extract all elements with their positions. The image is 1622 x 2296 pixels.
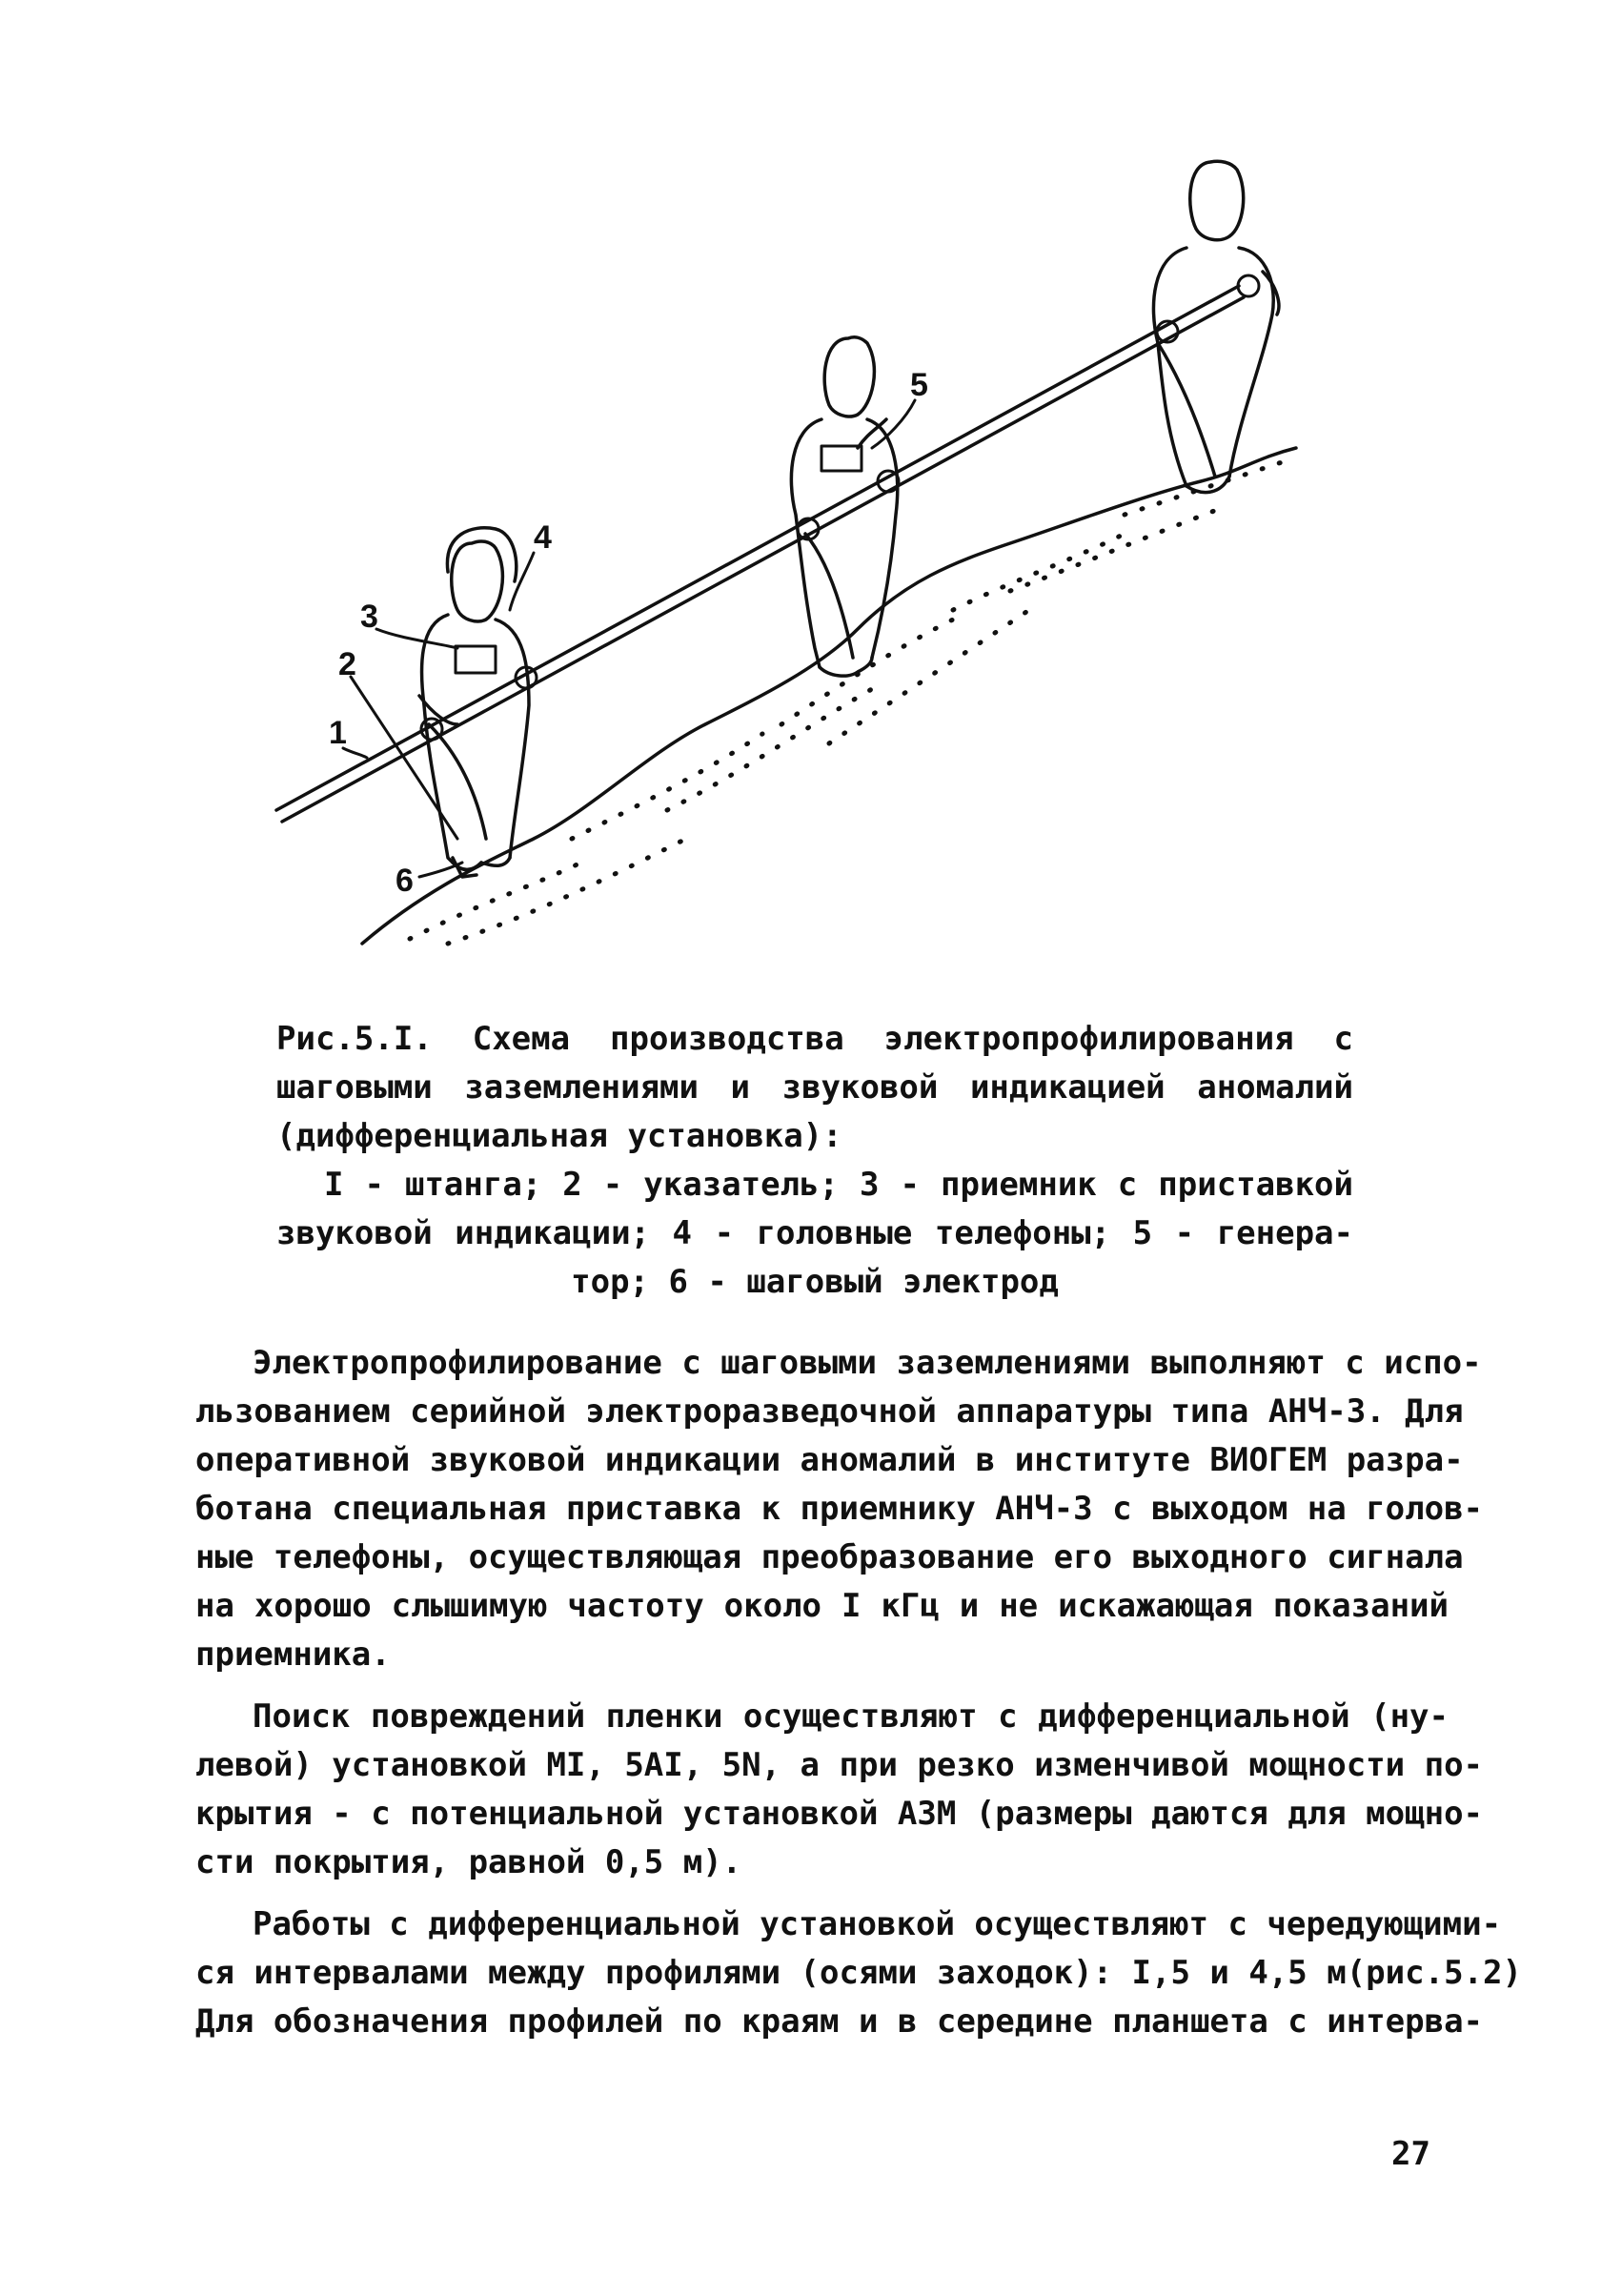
text-line: ся интервалами между профилями (осями заходок): I,5 и 4,5 м(рис.5.2) [195,1954,1522,1992]
figure-label-2: 2 [338,646,356,682]
page-number: 27 [1391,2135,1430,2173]
figure-label-6: 6 [395,863,414,899]
operator-figure-3 [1153,161,1278,492]
text-line: Для обозначения профилей по краям и в середине планшета с интерва- [195,2002,1484,2041]
paragraph [195,1693,1484,1887]
text-line: Работы с дифференциальной установкой осуществляют с чередующими- [253,1905,1502,1943]
figure-label-4: 4 [534,519,552,556]
caption-line: звуковой индикации; 4 - головные телефоны; 5 - генера- [276,1214,1353,1252]
figure-label-5: 5 [910,367,928,403]
text-line: левой) установкой MI, 5AI, 5N, а при резко изменчивой мощности по- [195,1746,1484,1784]
callout-line-6 [419,863,462,877]
paragraph [195,1900,1522,2046]
text-line: Электропрофилирование с шаговыми заземлениями выполняют с испо- [253,1344,1482,1382]
caption-line: тор; 6 - шаговый электрод [571,1263,1059,1301]
text-line: льзованием серийной электроразведочной аппаратуры типа АНЧ-3. Для [195,1392,1464,1431]
text-line: Поиск повреждений пленки осуществляют с дифференциальной (ну- [253,1697,1449,1736]
text-line: ботана специальная приставка к приемнику АНЧ-3 с выходом на голов- [195,1490,1484,1528]
paragraph [195,1339,1484,1679]
rod-line-lower [282,297,1244,822]
caption-line: шаговыми заземлениями и звуковой индикацией аномалий [276,1068,1353,1107]
text-line: крытия - с потенциальной установкой A3M (размеры даются для мощно- [195,1795,1484,1833]
caption-line: I - штанга; 2 - указатель; 3 - приемник с приставкой [324,1166,1353,1204]
caption-line: (дифференциальная установка): [276,1117,842,1155]
operator-figure-2 [791,337,899,676]
body-text [195,1339,1522,2060]
text-line: ные телефоны, осуществляющая преобразование его выходного сигнала [195,1538,1464,1576]
figure-caption [276,1015,1353,1307]
callout-line-3 [376,629,457,648]
caption-line: Рис.5.I. Схема производства электропрофилирования с [276,1020,1353,1058]
text-line: сти покрытия, равной 0,5 м). [195,1843,742,1881]
operator-figure-1 [419,528,537,877]
text-line: приемника. [195,1636,391,1674]
figure-label-1: 1 [329,715,347,751]
text-line: на хорошо слышимую частоту около I кГц и не искажающая показаний [195,1587,1449,1625]
text-line: оперативной звуковой индикации аномалий в институте ВИОГЕМ разра- [195,1441,1464,1479]
survey-scheme-figure [0,0,1622,991]
figure-label-3: 3 [360,599,378,635]
